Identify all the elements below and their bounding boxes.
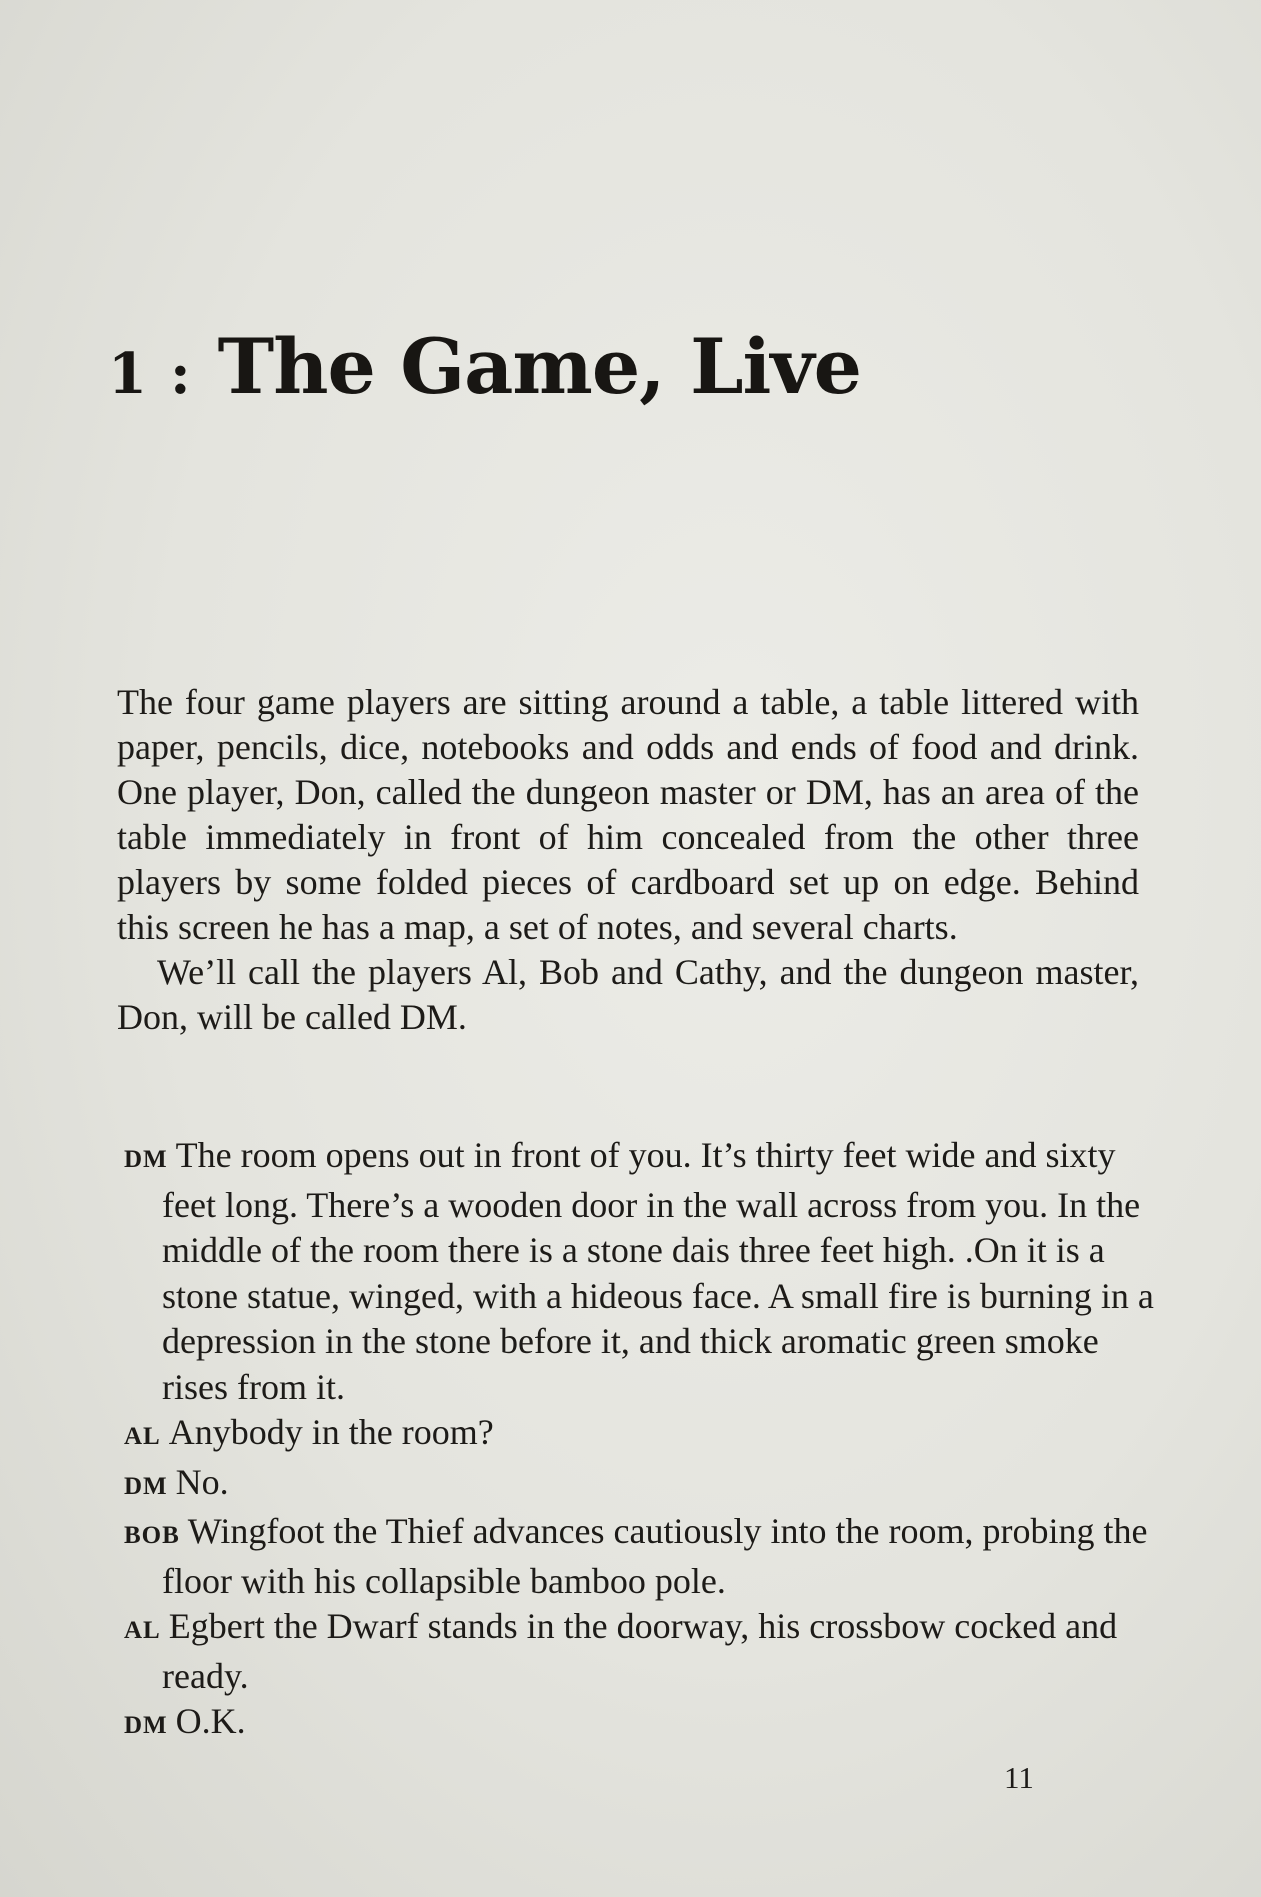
speaker-label: AL: [124, 1617, 161, 1644]
dialogue-text: No.: [175, 1461, 229, 1502]
intro-prose: [117, 680, 1139, 1040]
dialogue-text: Egbert the Dwarf stands in the doorway, his crossbow cocked and ready.: [162, 1606, 1118, 1696]
dialogue-text: O.K.: [175, 1701, 246, 1741]
speaker-label: AL: [124, 1423, 161, 1450]
chapter-title-text: The Game, Live: [217, 322, 861, 411]
dialogue-text: Wingfoot the Thief advances cautiously into the room, probing the floor with his collapsible bamboo pole.: [162, 1511, 1148, 1601]
dialogue-line: [124, 1410, 1154, 1460]
speaker-label: DM: [124, 1472, 168, 1500]
speaker-label: DM: [124, 1146, 168, 1173]
dialogue-line: [124, 1509, 1154, 1604]
speaker-label: BOB: [124, 1522, 180, 1549]
dialogue-line: [124, 1604, 1154, 1699]
dialogue-text: Anybody in the room?: [168, 1412, 494, 1452]
dialogue-block: [124, 1133, 1154, 1749]
page-number: 11: [1004, 1760, 1034, 1795]
dialogue-text: The room opens out in front of you. It’s thirty feet wide and sixty feet long. There’s a wooden door in the wall across from you. In the middle of the room there is a stone dais three feet high. .On it is a stone statue, winged, with a hideous face. A small fire is burning in a depression in the stone before it, and thick aromatic green smoke rises from it.: [162, 1135, 1154, 1407]
paragraph: The four game players are sitting around a table, a table littered with paper, pencils, dice, notebooks and odds and ends of food and drink. One player, Don, called the dungeon master or DM, has an area of the table immediately in front of him concealed from the other three players by some folded pieces of cardboard set up on edge. Behind this screen he has a map, a set of notes, and several charts.: [117, 682, 1139, 947]
dialogue-line: [124, 1699, 1154, 1749]
chapter-number: 1: [108, 341, 146, 407]
paragraph: We’ll call the players Al, Bob and Cathy, and the dungeon master, Don, will be called DM.: [117, 952, 1139, 1037]
chapter-title: [108, 322, 861, 411]
speaker-label: DM: [124, 1712, 168, 1739]
dialogue-line: [124, 1133, 1154, 1410]
dialogue-line: [124, 1460, 1154, 1510]
chapter-separator: :: [169, 341, 190, 407]
